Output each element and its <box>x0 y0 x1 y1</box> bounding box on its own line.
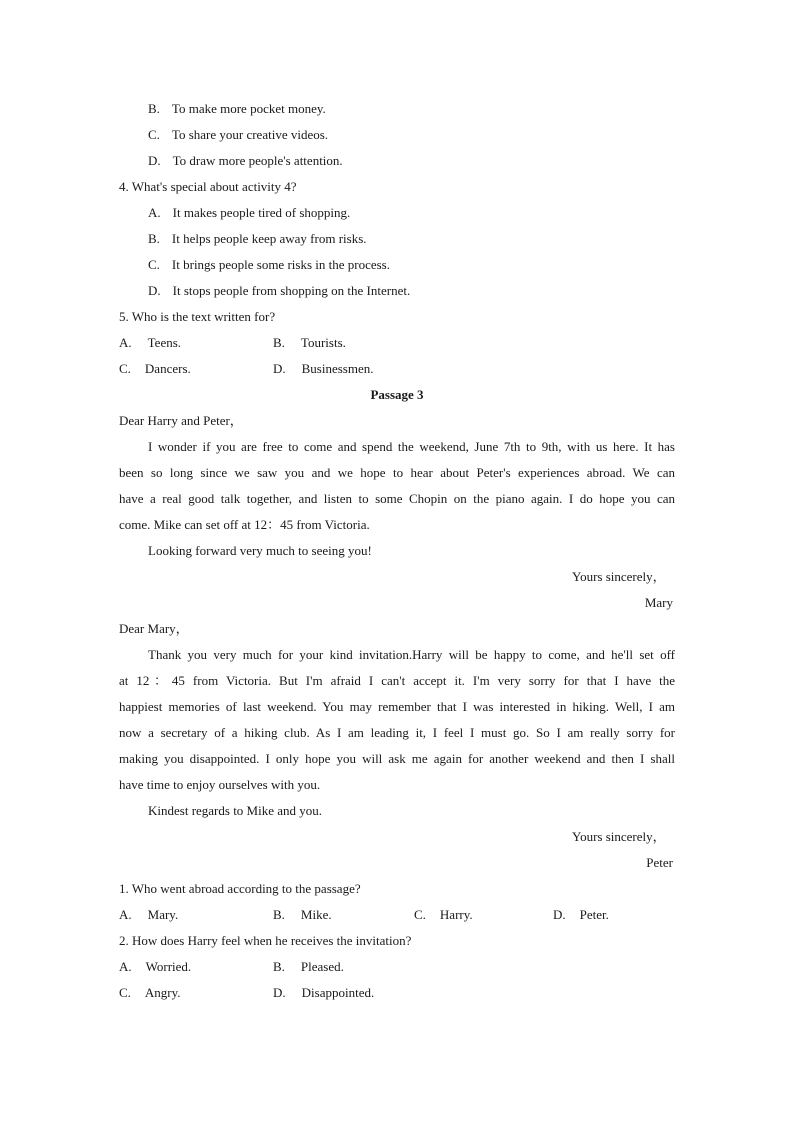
q4-option-c: C. It brings people some risks in the process. <box>148 257 390 272</box>
letter1-signature: Mary <box>644 595 673 610</box>
q5-option-a: A. Teens. <box>119 335 182 350</box>
p3q2-option-c: C. Angry. <box>119 985 181 1000</box>
p3q2-option-a: A. Worried. <box>119 959 192 974</box>
p3q1-option-c: C. Harry. <box>414 907 473 922</box>
letter1-closing: Looking forward very much to seeing you! <box>148 543 372 558</box>
option-b: B. To make more pocket money. <box>148 101 326 116</box>
letter2-body-line: happiest memories of last weekend. You may remember that I was interested in hiking. Well, I am <box>119 699 675 714</box>
option-c: C. To share your creative videos. <box>148 127 329 142</box>
q4-option-d: D. It stops people from shopping on the Internet. <box>148 283 411 298</box>
letter2-body-line: have time to enjoy ourselves with you. <box>119 777 321 792</box>
letter1-body-line: come. Mike can set off at 12：45 from Victoria. <box>119 517 370 532</box>
letter1-body-line: been so long since we saw you and we hope to hear about Peter's experiences abroad. We can <box>119 465 675 480</box>
letter1-body-line: I wonder if you are free to come and spend the weekend, June 7th to 9th, with us here. It has <box>148 439 675 454</box>
question-5: 5. Who is the text written for? <box>119 309 276 324</box>
p3q1-option-d: D. Peter. <box>553 907 609 922</box>
letter2-body-line: Thank you very much for your kind invitation.Harry will be happy to come, and he'll set off <box>148 647 675 662</box>
q4-option-a: A. It makes people tired of shopping. <box>148 205 351 220</box>
q5-option-b: B. Tourists. <box>273 335 346 350</box>
q4-option-b: B. It helps people keep away from risks. <box>148 231 367 246</box>
p3q2-option-d: D. Disappointed. <box>273 985 375 1000</box>
letter2-signature: Peter <box>646 855 673 870</box>
letter2-body-line: making you disappointed. I only hope you will ask me again for another weekend and then I shall <box>119 751 675 766</box>
q5-option-d: D. Businessmen. <box>273 361 374 376</box>
letter2-signoff: Yours sincerely， <box>572 829 666 844</box>
p3q1-option-b: B. Mike. <box>273 907 332 922</box>
letter2-body-line: at 12：45 from Victoria. But I'm afraid I can't accept it. I'm very sorry for that I have the <box>119 673 675 688</box>
question-4: 4. What's special about activity 4? <box>119 179 297 194</box>
letter1-greeting: Dear Harry and Peter， <box>119 413 243 428</box>
letter2-greeting: Dear Mary， <box>119 621 189 636</box>
letter2-body-line: now a secretary of a hiking club. As I am leading it, I feel I must go. So I am really sorry for <box>119 725 675 740</box>
p3q1-option-a: A. Mary. <box>119 907 179 922</box>
letter1-signoff: Yours sincerely， <box>572 569 666 584</box>
p3-question-2: 2. How does Harry feel when he receives the invitation? <box>119 933 412 948</box>
p3-question-1: 1. Who went abroad according to the passage? <box>119 881 361 896</box>
option-d: D. To draw more people's attention. <box>148 153 343 168</box>
letter2-closing: Kindest regards to Mike and you. <box>148 803 323 818</box>
q5-option-c: C. Dancers. <box>119 361 191 376</box>
p3q2-option-b: B. Pleased. <box>273 959 344 974</box>
letter1-body-line: have a real good talk together, and listen to some Chopin on the piano again. I do hope you can <box>119 491 675 506</box>
passage-title: Passage 3 <box>370 387 424 402</box>
